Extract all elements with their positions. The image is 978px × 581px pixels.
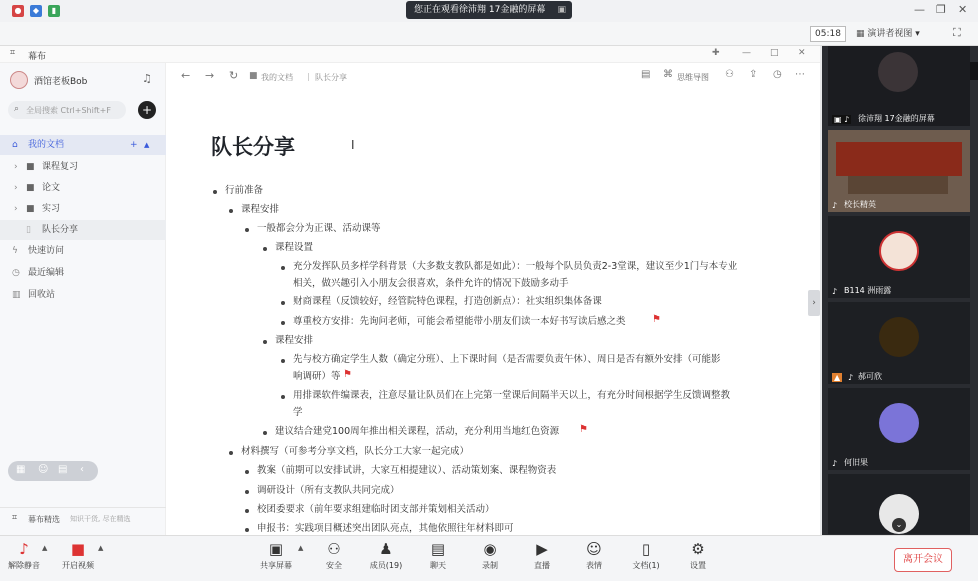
outline-item-continued[interactable]: 学	[293, 407, 303, 418]
text-cursor-icon: I	[351, 138, 355, 152]
mic-icon: ♪	[832, 201, 838, 210]
floating-toolbar	[8, 461, 98, 481]
avatar	[879, 231, 919, 271]
lightning-icon: ϟ	[12, 246, 18, 256]
bullet[interactable]	[263, 340, 267, 344]
mute-label: 解除静音	[8, 561, 40, 570]
document-icon: ▯	[641, 540, 651, 558]
live-icon: ▶	[536, 540, 548, 558]
sidebar-item-label: 论文	[42, 183, 61, 193]
reactions-button[interactable]	[572, 540, 616, 571]
participant-name: 徐沛翔 17金融的屏幕	[858, 114, 935, 123]
bullet[interactable]	[281, 301, 285, 305]
back-icon[interactable]: ←	[181, 69, 191, 82]
search-icon: ⌕	[14, 104, 20, 114]
bullet[interactable]	[229, 451, 233, 455]
bullet[interactable]	[281, 395, 285, 399]
folder-icon: ■	[26, 183, 35, 193]
divider	[0, 507, 166, 508]
outline-item[interactable]: 材料撰写（可参考分享文档，队长分工大家一起完成）	[241, 446, 470, 457]
flag-icon: ⚑	[343, 369, 352, 380]
home-icon: ⌂	[12, 140, 18, 150]
leave-meeting-button[interactable]: 离开会议	[894, 548, 952, 572]
sidebar-item-my-docs[interactable]	[0, 135, 166, 155]
security-icon: ⚇	[327, 540, 341, 558]
bullet[interactable]	[263, 247, 267, 251]
mute-button[interactable]	[2, 540, 46, 571]
more-icon[interactable]: ⋯	[795, 69, 805, 80]
sidebar-item-label: 最近编辑	[28, 268, 65, 278]
outline-item[interactable]: 课程安排	[241, 204, 280, 215]
mindmap-icon[interactable]: ⌘	[663, 69, 673, 80]
bell-icon[interactable]: ♫	[142, 72, 152, 85]
document-toolbar	[167, 63, 820, 91]
folder-icon: ■	[26, 204, 35, 214]
sidebar-item-label: 实习	[42, 204, 61, 214]
participant-tile[interactable]	[828, 302, 970, 384]
avatar[interactable]	[10, 71, 28, 89]
clock-icon: ◷	[12, 268, 20, 278]
refresh-icon[interactable]: ↻	[229, 69, 239, 82]
record-button[interactable]	[468, 540, 512, 571]
outline-item[interactable]: 行前准备	[225, 185, 264, 196]
live-button[interactable]	[520, 540, 564, 571]
pin-icon[interactable]: ✚	[712, 48, 720, 58]
breadcrumb-root[interactable]: 我的文档	[261, 73, 293, 82]
share-screen-icon: ▣	[268, 540, 284, 558]
video-options-icon[interactable]: ▲	[98, 544, 104, 552]
sidebar-item-label: 我的文档	[28, 140, 65, 150]
video-off-icon: ■	[70, 540, 86, 558]
chevron-right-icon: ›	[14, 204, 18, 214]
outline-item[interactable]: 财商课程（反馈较好，经管院特色课程，打造创新点）：社实组织集体备课	[293, 296, 602, 307]
top-bar	[0, 0, 978, 22]
history-icon[interactable]: ◷	[773, 69, 782, 80]
bullet[interactable]	[281, 321, 285, 325]
folder-icon: ■	[26, 162, 35, 172]
emoji-icon[interactable]: ☺	[38, 464, 49, 475]
app-title: 幕布	[28, 52, 47, 62]
record-icon: ◉	[483, 540, 497, 558]
mindmap-button[interactable]: 思维导图	[677, 73, 709, 82]
participant-tile[interactable]	[828, 130, 970, 212]
mic-icon: ♪	[848, 373, 854, 382]
share-label: 共享屏幕	[260, 561, 292, 570]
app-minimize-icon[interactable]: —	[742, 48, 751, 58]
chevron-up-icon[interactable]: ▲	[144, 141, 150, 149]
outline-item[interactable]: 一般都会分为正课、活动课等	[257, 223, 381, 234]
sidebar-item-label: 队长分享	[42, 225, 79, 235]
minimize-icon[interactable]: —	[914, 3, 925, 16]
bullet[interactable]	[213, 190, 217, 194]
table-shape	[848, 176, 948, 194]
breadcrumb-current[interactable]: 队长分享	[315, 73, 347, 82]
security-button[interactable]	[312, 540, 356, 571]
outline-item[interactable]: 教案（前期可以安排试讲，大家互相提建议）、活动策划案、课程物资表	[257, 465, 557, 476]
bullet[interactable]	[245, 228, 249, 232]
chevron-right-icon: ›	[14, 162, 18, 172]
featured-link[interactable]: 幕布精选	[28, 515, 60, 524]
bullet[interactable]	[263, 431, 267, 435]
restore-icon[interactable]: ❐	[936, 3, 946, 16]
outline-item[interactable]: 尊重校方安排：先询问老师，可能会希望能带小朋友们读一本好书写读后感之类	[293, 316, 626, 327]
docs-label: 文档(1)	[632, 561, 660, 570]
members-label: 成员(19)	[369, 561, 403, 570]
app-logo-icon: ⌗	[10, 48, 16, 58]
settings-label: 设置	[690, 561, 706, 570]
stop-icon[interactable]: ▣	[557, 5, 566, 15]
app-close-icon[interactable]: ✕	[798, 48, 806, 58]
participant-name: 郝可欣	[858, 372, 882, 381]
participant-tile[interactable]	[828, 46, 970, 126]
outline-item[interactable]: 用排课软件编课表，注意尽量让队员们在上完第一堂课后间隔半天以上，有充分时间根据学生反馈调整教	[293, 390, 731, 401]
mic-icon: ♪	[832, 459, 838, 468]
outline-item-continued[interactable]: 响调研）等	[293, 371, 341, 382]
close-icon[interactable]: ✕	[958, 3, 968, 16]
grid-icon: ▦	[856, 29, 868, 39]
sidebar-item-internship[interactable]	[0, 199, 166, 219]
bullet[interactable]	[245, 509, 249, 513]
sidebar-item-recent[interactable]	[0, 263, 166, 283]
scroll-down-icon[interactable]: ⌄	[892, 518, 906, 532]
bullet[interactable]	[245, 470, 249, 474]
apps-icon[interactable]: ▦	[16, 464, 26, 475]
participant-name: B114 洲雨露	[844, 286, 892, 295]
video-button[interactable]	[56, 540, 100, 571]
chat-icon: ▤	[430, 540, 446, 558]
add-button[interactable]: +	[138, 101, 156, 119]
outline-item[interactable]: 充分发挥队员多样学科背景（大多数支教队都是如此）：一般每个队员负责2-3堂课，建议至少1门与本专业	[293, 261, 738, 272]
folder-icon: ■	[249, 71, 258, 81]
gear-icon: ⚙	[691, 540, 705, 558]
outline-item-continued[interactable]: 相关，做兴趣引入小朋友会很喜欢，条件允许的情况下鼓励多动手	[293, 278, 569, 289]
security-label: 安全	[326, 561, 342, 570]
outline-item[interactable]: 课程设置	[275, 242, 314, 253]
video-label: 开启视频	[62, 561, 94, 570]
mic-muted-icon: ♪	[19, 540, 29, 558]
sidebar-item-label: 回收站	[28, 290, 56, 300]
sidebar-item-thesis[interactable]	[0, 178, 166, 198]
app-titlebar	[0, 46, 820, 63]
export-icon[interactable]: ⇪	[749, 69, 758, 80]
bullet[interactable]	[245, 490, 249, 494]
outline-item[interactable]: 先与校方确定学生人数（确定分班）、上下课时间（是否需要负责午休）、周日是否有额外安排（可能影	[293, 354, 721, 365]
banner-text: 您正在观看徐沛翔 17金融的屏幕	[414, 5, 546, 15]
sidebar-item-quick-access[interactable]	[0, 241, 166, 261]
user-name[interactable]: 酒馆老板Bob	[34, 77, 88, 87]
settings-button[interactable]	[676, 540, 720, 571]
share-screen-button[interactable]	[254, 540, 298, 571]
bullet[interactable]	[245, 528, 249, 532]
avatar	[878, 52, 918, 92]
search-input[interactable]	[8, 101, 126, 119]
trash-icon: ▥	[12, 290, 21, 300]
emoji-icon: ☺	[586, 540, 602, 558]
bullet[interactable]	[281, 359, 285, 363]
collapse-icon[interactable]: ‹	[80, 464, 84, 475]
participant-tile[interactable]	[828, 216, 970, 298]
mic-icon: ♪	[832, 287, 838, 296]
fullscreen-icon[interactable]: ⛶	[953, 26, 961, 39]
bullet[interactable]	[281, 266, 285, 270]
avatar	[879, 403, 919, 443]
view-mode-label: 演讲者视图	[867, 29, 913, 39]
bullet[interactable]	[229, 209, 233, 213]
sidebar-item-label: 快速访问	[28, 246, 65, 256]
meeting-room-video	[836, 142, 962, 176]
chevron-right-icon: ›	[14, 183, 18, 193]
flag-icon: ⚑	[579, 424, 588, 435]
mic-options-icon[interactable]: ▲	[42, 544, 48, 552]
sidebar-item-course-review[interactable]	[0, 157, 166, 177]
participant-tile[interactable]	[828, 388, 970, 470]
user-icon: ▲	[834, 373, 841, 382]
keyboard-icon[interactable]: ▤	[58, 464, 68, 475]
mic-icon: ▣ ♪	[834, 115, 850, 124]
forward-icon[interactable]: →	[205, 69, 215, 82]
outline-item[interactable]: 调研设计（所有支教队共同完成）	[257, 485, 400, 496]
app-maximize-icon[interactable]: □	[770, 48, 779, 58]
live-label: 直播	[534, 561, 550, 570]
members-icon: ♟	[379, 540, 393, 558]
network-icon[interactable]: ●	[12, 5, 24, 17]
view-mode-select[interactable]	[856, 26, 942, 42]
chat-button[interactable]	[416, 540, 460, 571]
sidebar-item-label: 课程复习	[42, 162, 79, 172]
document-icon: ▯	[26, 225, 31, 235]
sidebar-item-captain-share[interactable]	[0, 220, 166, 240]
breadcrumb-separator: |	[307, 72, 310, 81]
chat-label: 聊天	[430, 561, 446, 570]
participant-panel	[822, 46, 978, 535]
add-icon[interactable]: +	[130, 140, 138, 150]
signal-icon[interactable]: ▮	[48, 5, 60, 17]
outline-item[interactable]: 课程安排	[275, 335, 314, 346]
document-area	[167, 63, 820, 535]
docs-button[interactable]	[624, 540, 668, 571]
chevron-down-icon: ▾	[912, 29, 920, 39]
meeting-toolbar	[0, 535, 978, 581]
participant-tile[interactable]	[828, 474, 970, 534]
meeting-subbar	[0, 22, 978, 46]
sharing-banner	[406, 1, 572, 19]
outline-item[interactable]: 校团委要求（前年要求组建临时团支部并策划相关活动）	[257, 504, 495, 515]
flag-icon: ⚑	[652, 314, 661, 325]
outline-item[interactable]: 申报书：实践项目概述突出团队亮点，其他依照往年材料即可	[257, 523, 514, 534]
share-options-icon[interactable]: ▲	[298, 544, 304, 552]
sidebar	[0, 63, 166, 535]
featured-icon: ⌗	[12, 513, 18, 523]
avatar	[879, 317, 919, 357]
shared-app-window	[0, 46, 820, 535]
document-title[interactable]: 队长分享	[211, 135, 295, 159]
shield-icon[interactable]: ◆	[30, 5, 42, 17]
participant-name: 校长精英	[844, 200, 876, 209]
reactions-label: 表情	[586, 561, 602, 570]
layout-icon[interactable]: ▤	[641, 69, 651, 80]
members-button[interactable]	[364, 540, 408, 571]
participant-name: 何旧果	[844, 458, 868, 467]
panel-toggle[interactable]: ›	[808, 290, 820, 316]
featured-subtitle: 知识干货, 尽在精选	[70, 515, 131, 523]
meeting-timer: 05:18	[810, 26, 846, 42]
record-label: 录制	[482, 561, 498, 570]
share-icon[interactable]: ⚇	[725, 69, 734, 80]
search-placeholder: 全局搜索 Ctrl+Shift+F	[26, 106, 111, 115]
outline-item[interactable]: 建议结合建党100周年推出相关课程，活动，充分利用当地红色资源	[275, 426, 560, 437]
sidebar-item-trash[interactable]	[0, 285, 166, 305]
